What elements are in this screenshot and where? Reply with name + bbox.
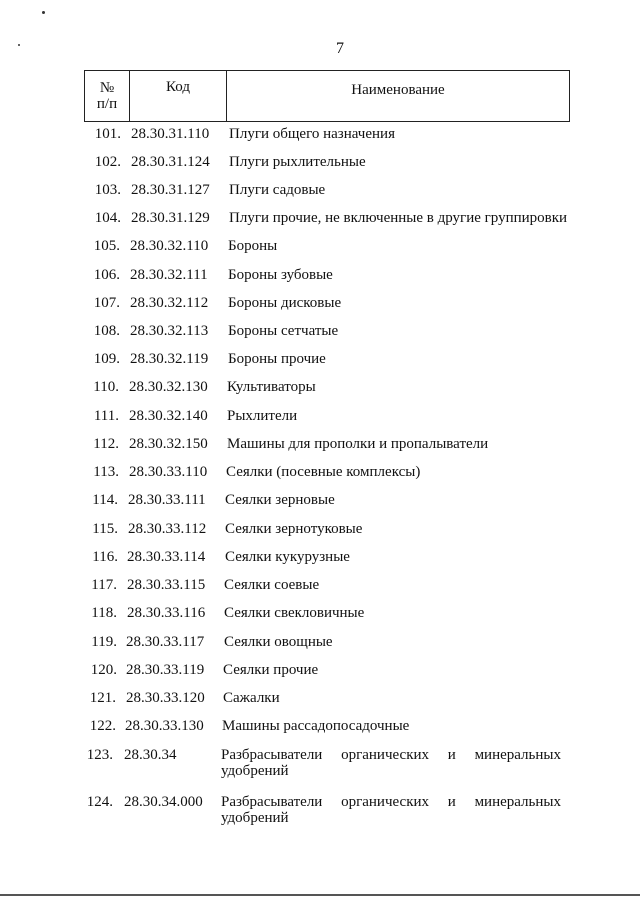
row-number: 115. [92,521,118,537]
row-code: 28.30.32.119 [130,351,209,367]
header-name: Наименование [351,82,445,98]
row-name: Сеялки зернотуковые [225,521,363,537]
row-name: Сеялки соевые [224,577,320,593]
row-code: 28.30.33.120 [126,690,205,706]
header-number-line1: № [99,80,115,96]
row-name: Бороны прочие [228,351,326,367]
row-number: 112. [93,436,119,452]
row-code: 28.30.33.119 [126,662,205,678]
row-name: Плуги общего назначения [229,126,395,142]
row-name: Машины рассадопосадочные [222,718,410,734]
row-code: 28.30.33.111 [128,492,206,508]
header-name-cell [227,71,569,121]
header-code: Код [166,79,190,95]
row-number: 108. [93,323,120,339]
row-number: 104. [94,210,121,226]
row-name: Сеялки кукурузные [225,549,350,565]
page-number: 7 [336,40,344,57]
row-name: Сеялки зерновые [225,492,335,508]
row-number: 124. [86,794,113,810]
row-number: 107. [93,295,120,311]
row-code: 28.30.31.124 [131,154,210,170]
row-code: 28.30.31.127 [131,182,210,198]
row-number: 121. [89,690,116,706]
row-name: Бороны [228,238,278,254]
row-code: 28.30.32.140 [129,408,208,424]
row-code: 28.30.33.115 [127,577,206,593]
row-code: 28.30.33.130 [125,718,204,734]
row-code: 28.30.33.117 [126,634,205,650]
row-number: 109. [93,351,120,367]
row-name: Сеялки овощные [224,634,333,650]
row-code: 28.30.32.113 [130,323,209,339]
row-number: 103. [94,182,121,198]
row-name: Бороны зубовые [228,267,333,283]
row-name: Разбрасыватели органических и минеральных удобрений [221,747,561,779]
row-name: Бороны сетчатые [228,323,339,339]
row-number: 101. [94,126,121,142]
header-number-line2: п/п [96,96,118,112]
row-code: 28.30.32.111 [130,267,208,283]
row-number: 106. [93,267,120,283]
row-name: Сеялки прочие [223,662,319,678]
row-name: Бороны дисковые [228,295,342,311]
row-code: 28.30.32.112 [130,295,209,311]
row-number: 111. [93,408,119,424]
row-name: Культиваторы [227,379,316,395]
row-code: 28.30.34 [124,747,177,763]
row-number: 113. [93,464,119,480]
row-name: Сажалки [223,690,280,706]
row-number: 117. [91,577,117,593]
scan-speck [42,11,45,14]
row-number: 118. [91,605,117,621]
row-name: Сеялки свекловичные [224,605,365,621]
row-number: 123. [86,747,113,763]
row-name: Плуги рыхлительные [229,154,366,170]
header-code-cell [130,71,227,121]
row-code: 28.30.32.110 [130,238,209,254]
row-number: 120. [90,662,117,678]
row-name: Рыхлители [227,408,298,424]
row-name: Разбрасыватели органических и минеральных удобрений [221,794,561,826]
scan-edge [0,894,640,896]
row-number: 110. [93,379,119,395]
row-number: 122. [89,718,116,734]
row-name: Плуги прочие, не включенные в другие группировки [229,210,568,226]
row-code: 28.30.31.110 [131,126,210,142]
table-header [84,70,570,122]
row-code: 28.30.32.130 [129,379,208,395]
row-number: 114. [92,492,118,508]
row-number: 105. [93,238,120,254]
row-name: Машины для прополки и пропалыватели [227,436,489,452]
row-code: 28.30.31.129 [131,210,210,226]
row-code: 28.30.33.110 [129,464,208,480]
row-code: 28.30.32.150 [129,436,208,452]
row-number: 116. [92,549,118,565]
header-number-cell [85,71,130,121]
row-number: 119. [91,634,117,650]
row-code: 28.30.33.116 [127,605,206,621]
row-name: Плуги садовые [229,182,326,198]
row-code: 28.30.33.114 [127,549,206,565]
row-code: 28.30.34.000 [124,794,203,810]
row-number: 102. [94,154,121,170]
row-code: 28.30.33.112 [128,521,207,537]
row-name: Сеялки (посевные комплексы) [226,464,421,480]
